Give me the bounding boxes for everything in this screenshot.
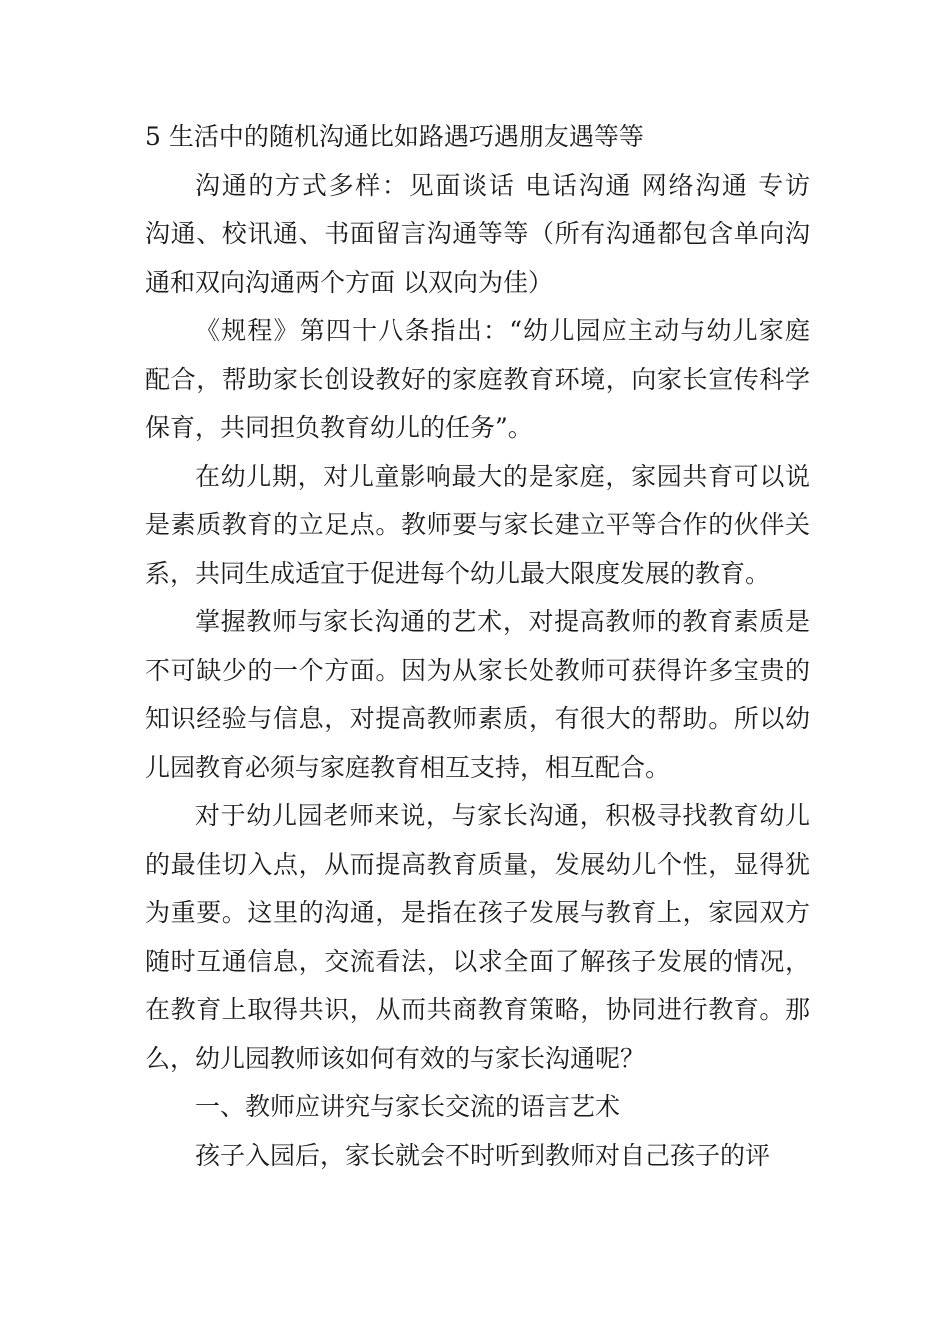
text-line: 《规程》第四十八条指出：“幼儿园应主动与幼儿家庭 — [195, 316, 810, 345]
text-line: 在教育上取得共识，从而共商教育策略，协同进行教育。那 — [145, 995, 810, 1024]
text-line: 掌握教师与家长沟通的艺术，对提高教师的教育素质是 — [195, 607, 810, 636]
text-line: 配合，帮助家长创设教好的家庭教育环境，向家长宣传科学 — [145, 364, 810, 394]
text-line: 保育，共同担负教育幼儿的任务”。 — [145, 413, 533, 442]
text-line: 孩子入园后，家长就会不时听到教师对自己孩子的评 — [195, 1140, 771, 1170]
text-line: 通和双向沟通两个方面 以双向为佳） — [145, 267, 553, 297]
text-line: 在幼儿期，对儿童影响最大的是家庭，家园共育可以说 — [195, 461, 810, 491]
document-page — [145, 113, 810, 1180]
text-line: 系，共同生成适宜于促进每个幼儿最大限度发展的教育。 — [145, 558, 771, 588]
text-line: 随时互通信息，交流看法，以求全面了解孩子发展的情况， — [145, 946, 810, 976]
text-line: 儿园教育必须与家庭教育相互支持，相互配合。 — [145, 752, 671, 782]
text-line: 是素质教育的立足点。教师要与家长建立平等合作的伙伴关 — [145, 510, 810, 539]
text-line: 不可缺少的一个方面。因为从家长处教师可获得许多宝贵的 — [145, 655, 810, 685]
text-line: 沟通的方式多样：见面谈话 电话沟通 网络沟通 专访 — [195, 170, 810, 200]
text-line: 的最佳切入点，从而提高教育质量，发展幼儿个性，显得犹 — [145, 849, 810, 879]
text-line: 么，幼儿园教师该如何有效的与家长沟通呢？ — [145, 1043, 646, 1073]
text-line: 沟通、校讯通、书面留言沟通等等（所有沟通都包含单向沟 — [145, 219, 810, 248]
section-heading: 一、教师应讲究与家长交流的语言艺术 — [195, 1092, 621, 1121]
text-line: 知识经验与信息，对提高教师素质，有很大的帮助。所以幼 — [145, 704, 810, 733]
text-line: 对于幼儿园老师来说，与家长沟通，积极寻找教育幼儿 — [195, 801, 810, 830]
text-line: 5 生活中的随机沟通比如路遇巧遇朋友遇等等 — [145, 122, 644, 151]
text-line: 为重要。这里的沟通，是指在孩子发展与教育上，家园双方 — [145, 898, 810, 927]
